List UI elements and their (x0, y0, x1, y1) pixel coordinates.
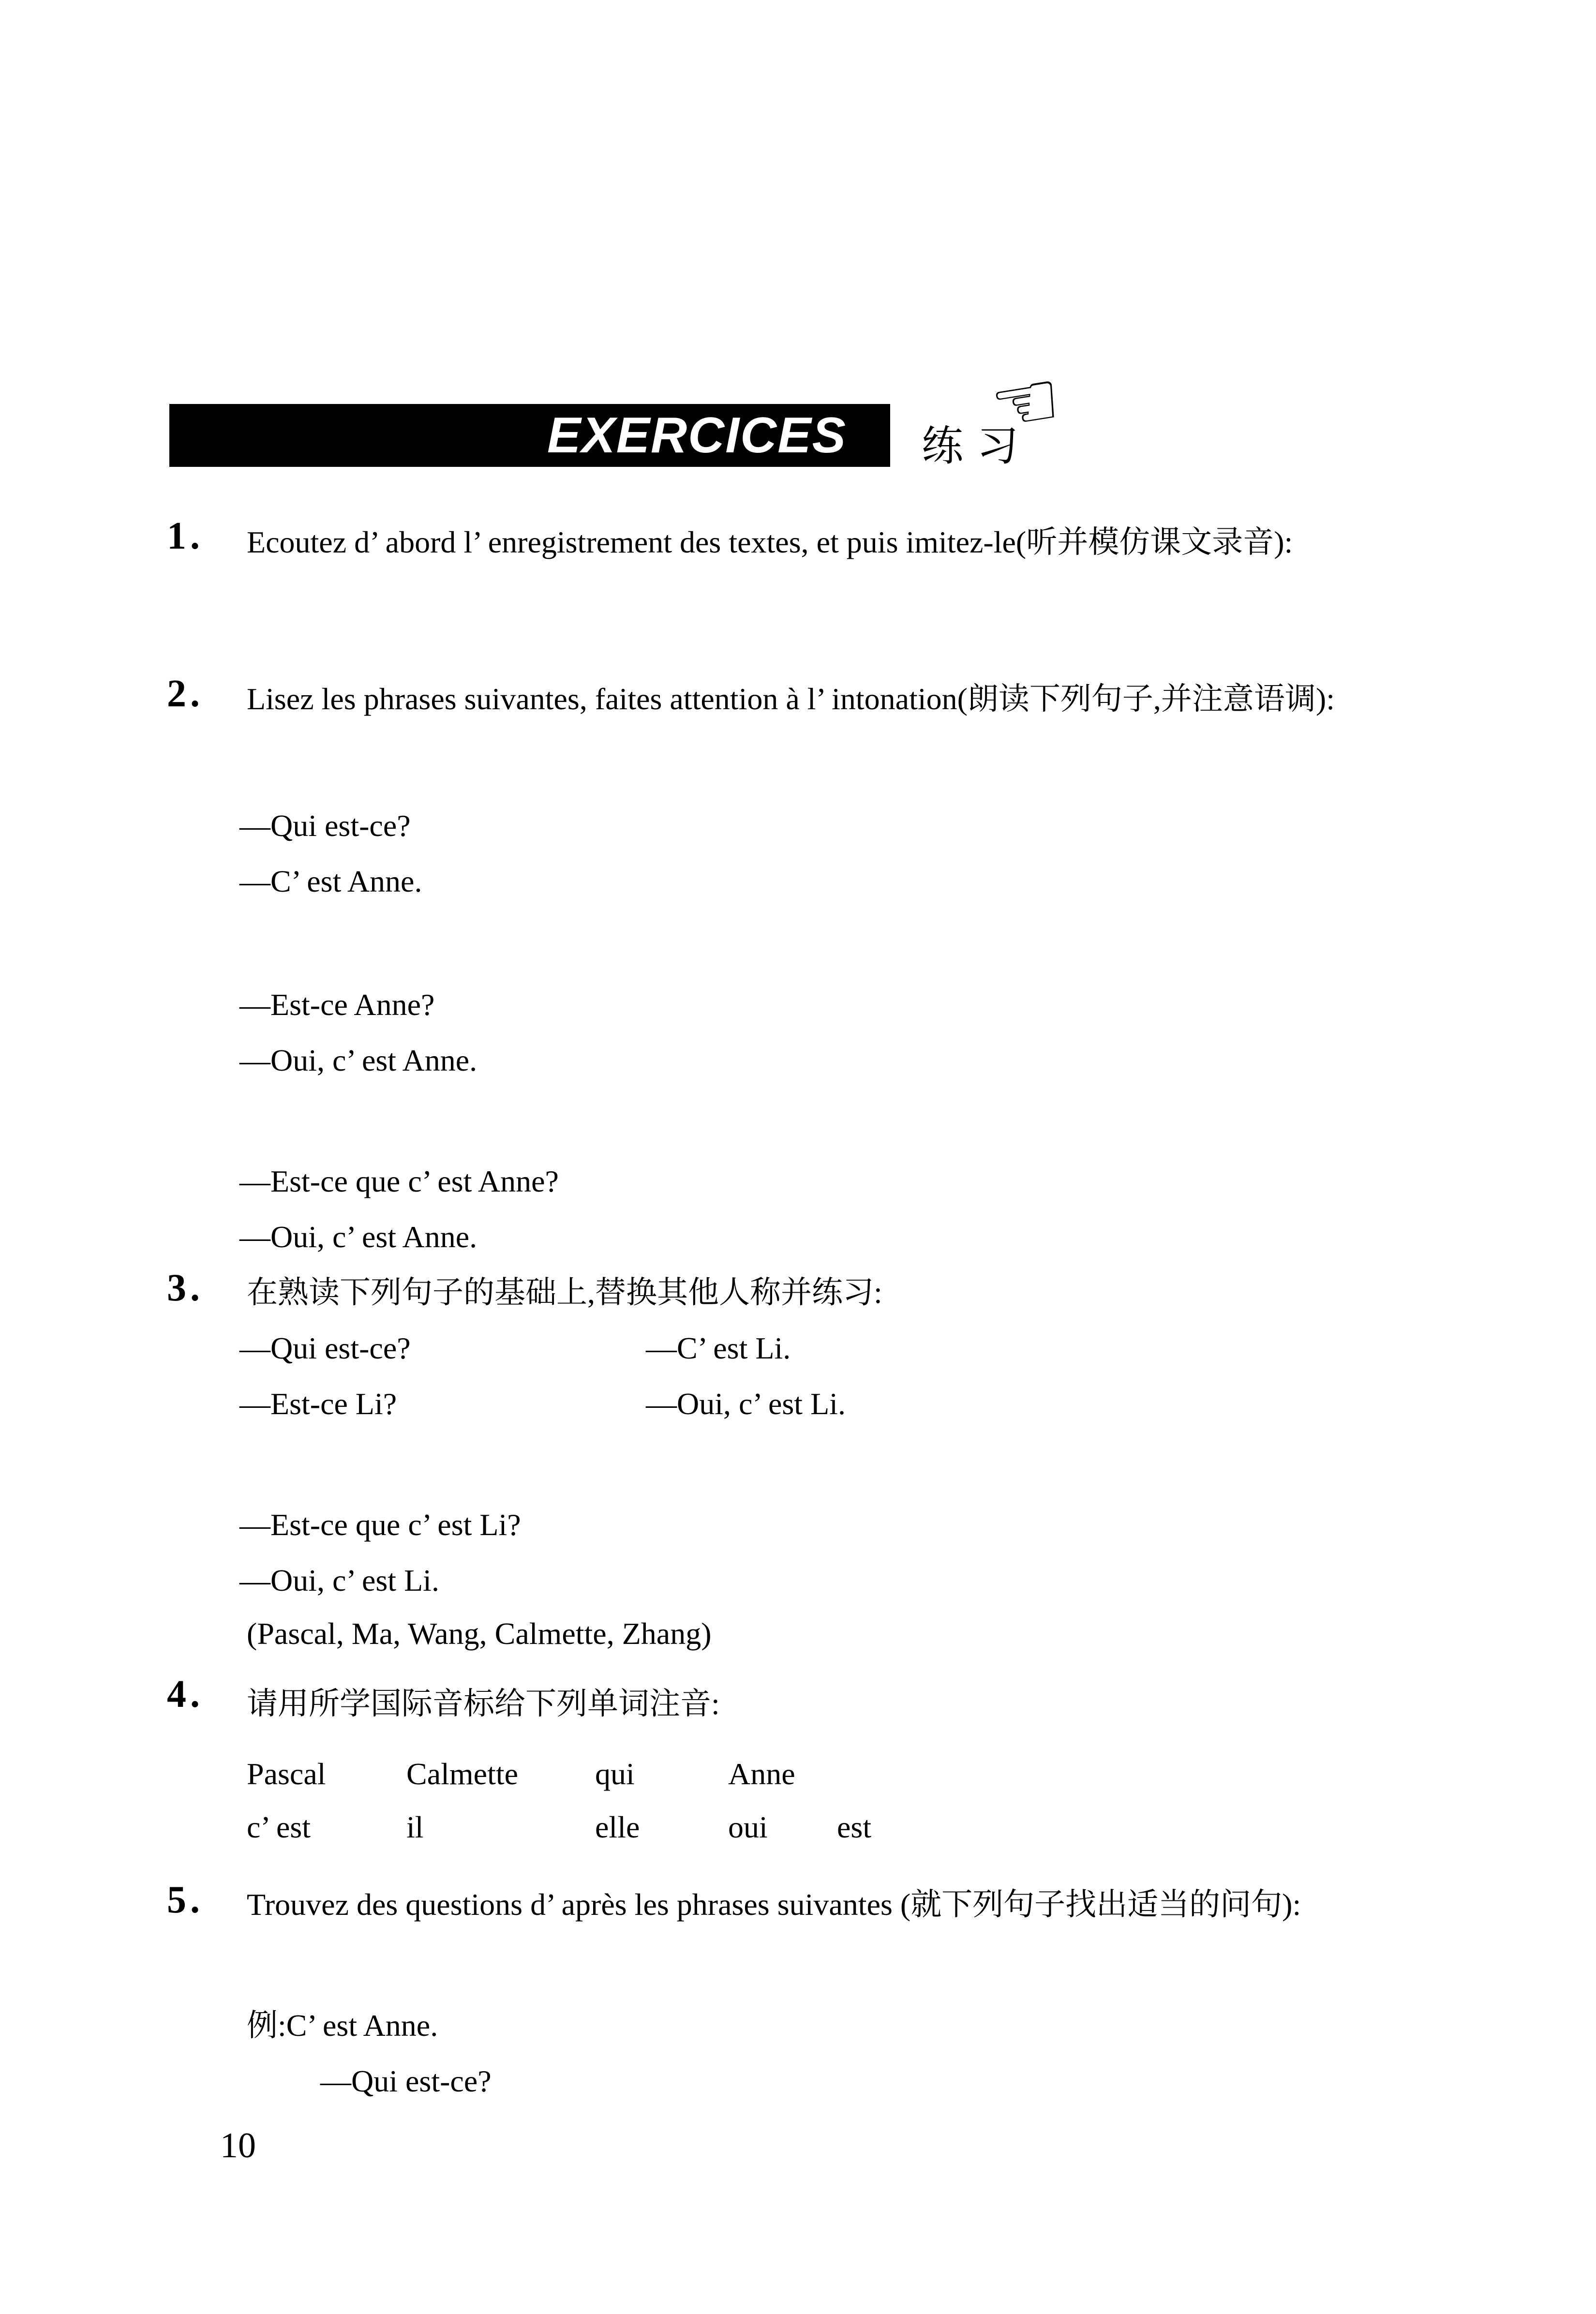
dialogue-line: —Oui, c’ est Anne. (239, 1043, 477, 1077)
word-item: elle (595, 1810, 640, 1844)
substitution-name-bank: (Pascal, Ma, Wang, Calmette, Zhang) (247, 1616, 712, 1651)
exercise-2-text: Lisez les phrases suivantes, faites attention à l’ intonation(朗读下列句子,并注意语调): (247, 682, 1335, 716)
word-item: Calmette (406, 1757, 519, 1791)
banner-title: EXERCICES (547, 407, 847, 463)
page-number: 10 (220, 2126, 256, 2165)
dialogue-line: —C’ est Li. (646, 1331, 791, 1365)
exercise-4-text: 请用所学国际音标给下列单词注音: (247, 1687, 720, 1721)
dialogue-line: —Est-ce que c’ est Anne? (239, 1164, 559, 1198)
exercise-1-text: Ecoutez d’ abord l’ enregistrement des textes, et puis imitez-le(听并模仿课文录音): (247, 525, 1293, 559)
word-item: Anne (728, 1757, 795, 1791)
dialogue-line: —Qui est-ce? (239, 1331, 411, 1365)
pointing-hand-icon: ☜ (984, 352, 1068, 454)
dialogue-line: —Est-ce Anne? (239, 987, 435, 1022)
exercise-2-number: 2. (167, 672, 204, 715)
exercise-3-number: 3. (167, 1267, 204, 1309)
dialogue-line: —Oui, c’ est Li. (239, 1563, 439, 1597)
exercices-banner (169, 404, 890, 467)
dialogue-line: —Oui, c’ est Li. (646, 1387, 846, 1421)
exercise-5-text: Trouvez des questions d’ après les phrases suivantes (就下列句子找出适当的问句): (247, 1887, 1301, 1922)
exercise-3-text: 在熟读下列句子的基础上,替换其他人称并练习: (247, 1275, 882, 1310)
word-item: il (406, 1810, 424, 1844)
example-prompt: 例:C’ est Anne. (247, 2008, 438, 2043)
exercise-1-number: 1. (167, 515, 204, 557)
dialogue-line: —Qui est-ce? (239, 808, 411, 843)
word-item: qui (595, 1757, 635, 1791)
example-question: —Qui est-ce? (320, 2064, 492, 2098)
dialogue-line: —Est-ce Li? (239, 1387, 397, 1421)
banner-subtitle-chinese: 练习 (922, 423, 1032, 469)
word-item: oui (728, 1810, 768, 1844)
word-item: c’ est (247, 1810, 311, 1844)
word-item: Pascal (247, 1757, 326, 1791)
exercise-5-number: 5. (167, 1879, 204, 1921)
word-item: est (837, 1810, 872, 1844)
exercise-4-number: 4. (167, 1673, 204, 1716)
dialogue-line: —Est-ce que c’ est Li? (239, 1508, 521, 1542)
dialogue-line: —C’ est Anne. (239, 864, 422, 898)
dialogue-line: —Oui, c’ est Anne. (239, 1220, 477, 1254)
